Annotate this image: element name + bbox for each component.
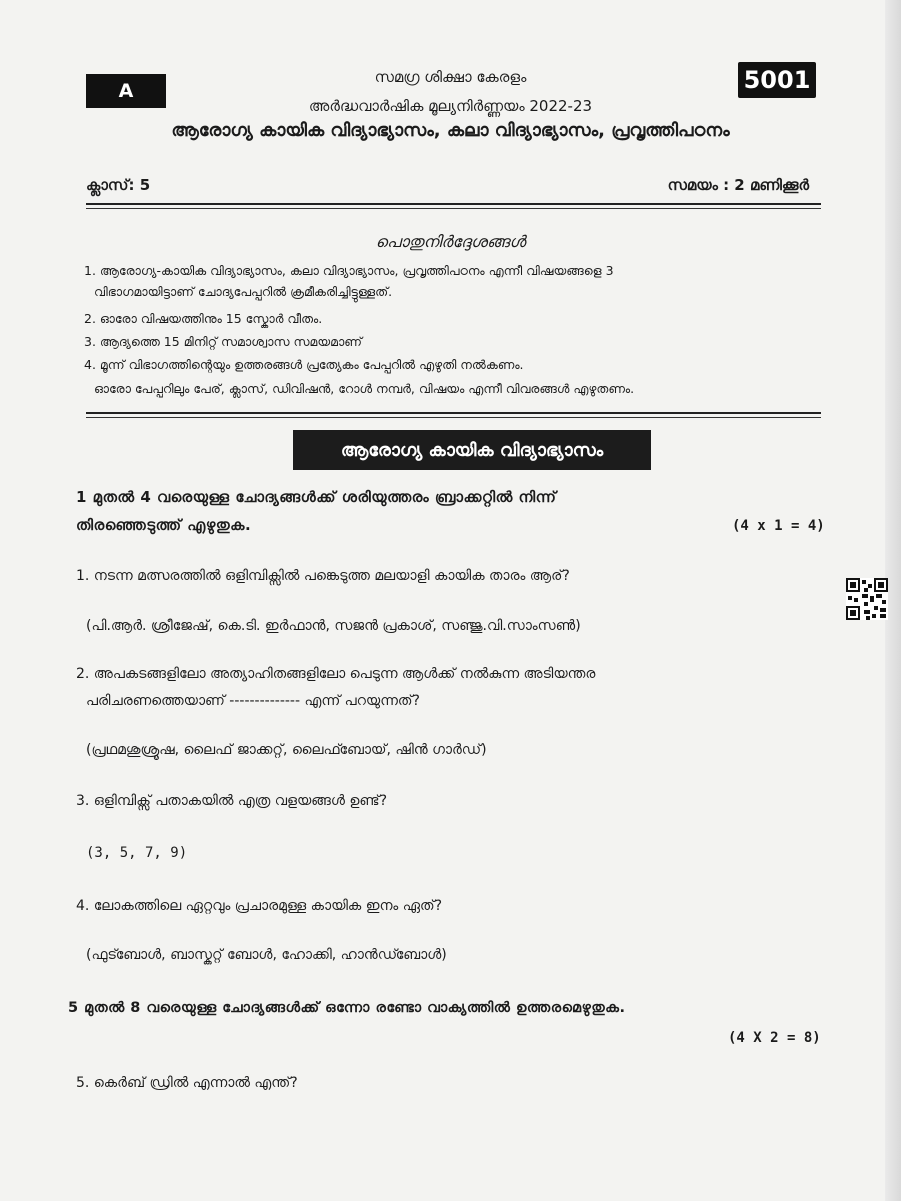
question-4-options: (ഫുട്ബോൾ, ബാസ്കറ്റ് ബോൾ, ഹോക്കി, ഹാൻഡ്ബോൾ)	[86, 947, 447, 963]
instruction-line: വിഭാഗമായിട്ടാണ് ചോദ്യപേപ്പറിൽ ക്രമീകരിച്ചിട്ടുള്ളത്.	[94, 284, 393, 299]
paper-code-box: 5001	[738, 62, 816, 98]
instructions-divider-thin	[86, 417, 821, 418]
question-2: 2. അപകടങ്ങളിലോ അത്യാഹിതങ്ങളിലോ പെടുന്ന ആൾക്ക് നൽകുന്ന അടിയന്തര	[76, 666, 596, 682]
instruction-line: 3. ആദ്യത്തെ 15 മിനിറ്റ് സമാശ്വാസ സമയമാണ്	[84, 334, 362, 349]
part1-marks: (4 x 1 = 4)	[732, 518, 825, 534]
section-title-box: ആരോഗ്യ കായിക വിദ്യാഭ്യാസം	[293, 430, 651, 470]
instructions-divider	[86, 412, 821, 414]
question-2-cont: പരിചരണത്തെയാണ് -------------- എന്ന് പറയുന്നത്?	[86, 693, 420, 709]
time-label: സമയം : 2 മണിക്കൂർ	[667, 176, 809, 194]
class-label: ക്ലാസ്: 5	[86, 176, 151, 194]
question-2-options: (പ്രഥമശുശ്രൂഷ, ലൈഫ് ജാക്കറ്റ്, ലൈഫ്ബോയ്, ഷിൻ ഗാർഡ്)	[86, 742, 487, 758]
subjects-title: ആരോഗ്യ കായിക വിദ്യാഭ്യാസം, കലാ വിദ്യാഭ്യാസം, പ്രവൃത്തിപഠനം	[171, 120, 730, 141]
part2-heading: 5 മുതൽ 8 വരെയുള്ള ചോദ്യങ്ങൾക്ക് ഒന്നോ രണ്ടോ വാക്യത്തിൽ ഉത്തരമെഴുതുക.	[68, 1000, 626, 1016]
question-1: 1. നടന്ന മത്സരത്തിൽ ഒളിമ്പിക്സിൽ പങ്കെടുത്ത മലയാളി കായിക താരം ആര്?	[76, 568, 570, 584]
part1-heading-cont: തിരഞ്ഞെടുത്ത് എഴുതുക.	[76, 516, 252, 534]
question-5: 5. കെർബ് ഡ്രിൽ എന്നാൽ എന്ത്?	[76, 1075, 298, 1091]
instructions-title: പൊതുനിർദ്ദേശങ്ങൾ	[375, 232, 526, 251]
qr-code-icon	[846, 578, 888, 620]
part1-heading: 1 മുതൽ 4 വരെയുള്ള ചോദ്യങ്ങൾക്ക് ശരിയുത്തരം ബ്രാക്കറ്റിൽ നിന്ന്	[76, 488, 557, 506]
part2-marks: (4 X 2 = 8)	[728, 1030, 821, 1046]
question-1-options: (പി.ആർ. ശ്രീജേഷ്, കെ.ടി. ഇർഫാൻ, സജൻ പ്രകാശ്, സഞ്ജു.വി.സാംസൺ)	[86, 618, 581, 634]
header-line-1: സമഗ്ര ശിക്ഷാ കേരളം	[374, 68, 527, 86]
header-line-2: അർദ്ധവാർഷിക മൂല്യനിർണ്ണയം 2022-23	[308, 97, 593, 115]
instruction-line: 2. ഓരോ വിഷയത്തിനും 15 സ്കോർ വീതം.	[84, 311, 323, 326]
set-label-box: A	[86, 74, 166, 108]
instruction-line: 4. മൂന്ന് വിഭാഗത്തിന്റെയും ഉത്തരങ്ങൾ പ്രത്യേകം പേപ്പറിൽ എഴുതി നൽകണം.	[84, 357, 524, 372]
question-3: 3. ഒളിമ്പിക്സ് പതാകയിൽ എത്ര വളയങ്ങൾ ഉണ്ട്?	[76, 793, 388, 809]
question-4: 4. ലോകത്തിലെ ഏറ്റവും പ്രചാരമുള്ള കായിക ഇനം ഏത്?	[76, 898, 443, 914]
instruction-line: 1. ആരോഗ്യ-കായിക വിദ്യാഭ്യാസം, കലാ വിദ്യാഭ്യാസം, പ്രവൃത്തിപഠനം എന്നീ വിഷയങ്ങളെ 3	[84, 263, 614, 278]
instruction-line: ഓരോ പേപ്പറിലും പേര്, ക്ലാസ്, ഡിവിഷൻ, റോൾ നമ്പർ, വിഷയം എന്നീ വിവരങ്ങൾ എഴുതണം.	[94, 381, 635, 396]
header-divider-thin	[86, 208, 821, 209]
question-3-options: (3, 5, 7, 9)	[86, 845, 188, 861]
header-divider	[86, 203, 821, 205]
